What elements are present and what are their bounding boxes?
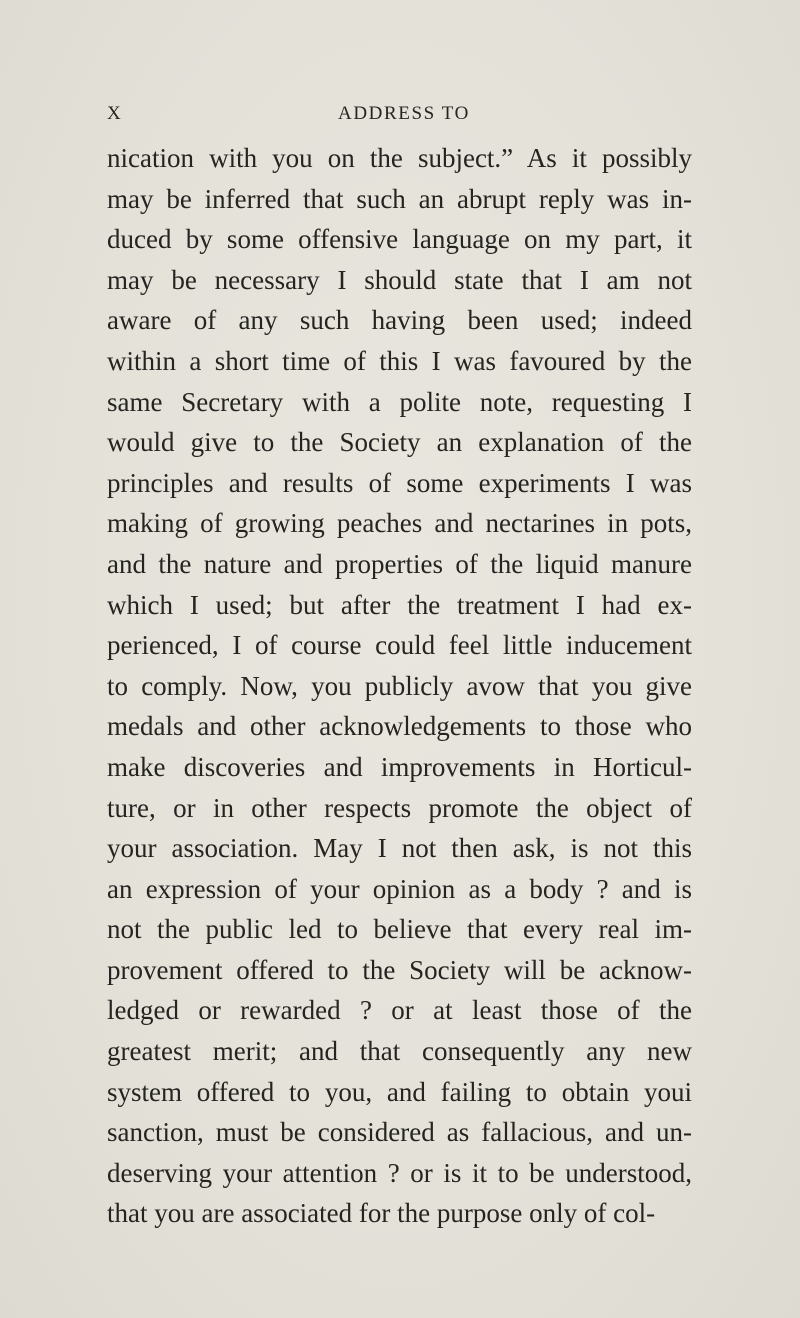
text-line: provement offered to the Society will be acknow- (107, 954, 692, 985)
text-line: deserving your attention ? or is it to be understood, (107, 1157, 692, 1188)
text-line: may be necessary I should state that I am not (107, 264, 692, 295)
text-line: making of growing peaches and nectarines in pots, (107, 508, 692, 539)
text-line: same Secretary with a polite note, requesting I (107, 386, 692, 417)
text-line: which I used; but after the treatment I had ex- (107, 589, 692, 620)
text-line: nication with you on the subject.” As it possibly (107, 143, 692, 173)
text-line: and the nature and properties of the liquid manure (107, 548, 692, 579)
page-header (0, 103, 800, 133)
text-line: greatest merit; and that consequently any new (107, 1036, 692, 1067)
text-line: make discoveries and improvements in Horticul- (107, 751, 692, 782)
text-line: ture, or in other respects promote the object of (107, 792, 692, 823)
text-line: ledged or rewarded ? or at least those of the (107, 995, 692, 1026)
text-line: duced by some offensive language on my part, it (107, 224, 692, 255)
page-number: X (107, 103, 122, 124)
body-text (107, 138, 692, 1234)
text-line: that you are associated for the purpose only of col- (107, 1198, 656, 1229)
text-line: system offered to you, and failing to obtain youi (107, 1076, 692, 1107)
text-line: would give to the Society an explanation of the (107, 427, 692, 458)
running-head: ADDRESS TO (338, 103, 470, 124)
text-line: principles and results of some experiments I was (107, 467, 692, 498)
text-line: within a short time of this I was favoured by the (107, 345, 692, 376)
text-line: an expression of your opinion as a body ? and is (107, 873, 692, 904)
text-line: medals and other acknowledgements to those who (107, 711, 692, 742)
text-line: to comply. Now, you publicly avow that you give (107, 670, 692, 701)
text-line: not the public led to believe that every real im- (107, 914, 692, 945)
text-line: may be inferred that such an abrupt reply was in- (107, 183, 692, 214)
text-line: perienced, I of course could feel little inducement (107, 630, 692, 661)
text-line: aware of any such having been used; indeed (107, 305, 692, 336)
text-line: sanction, must be considered as fallacious, and un- (107, 1117, 692, 1148)
text-line: your association. May I not then ask, is not this (107, 833, 692, 864)
